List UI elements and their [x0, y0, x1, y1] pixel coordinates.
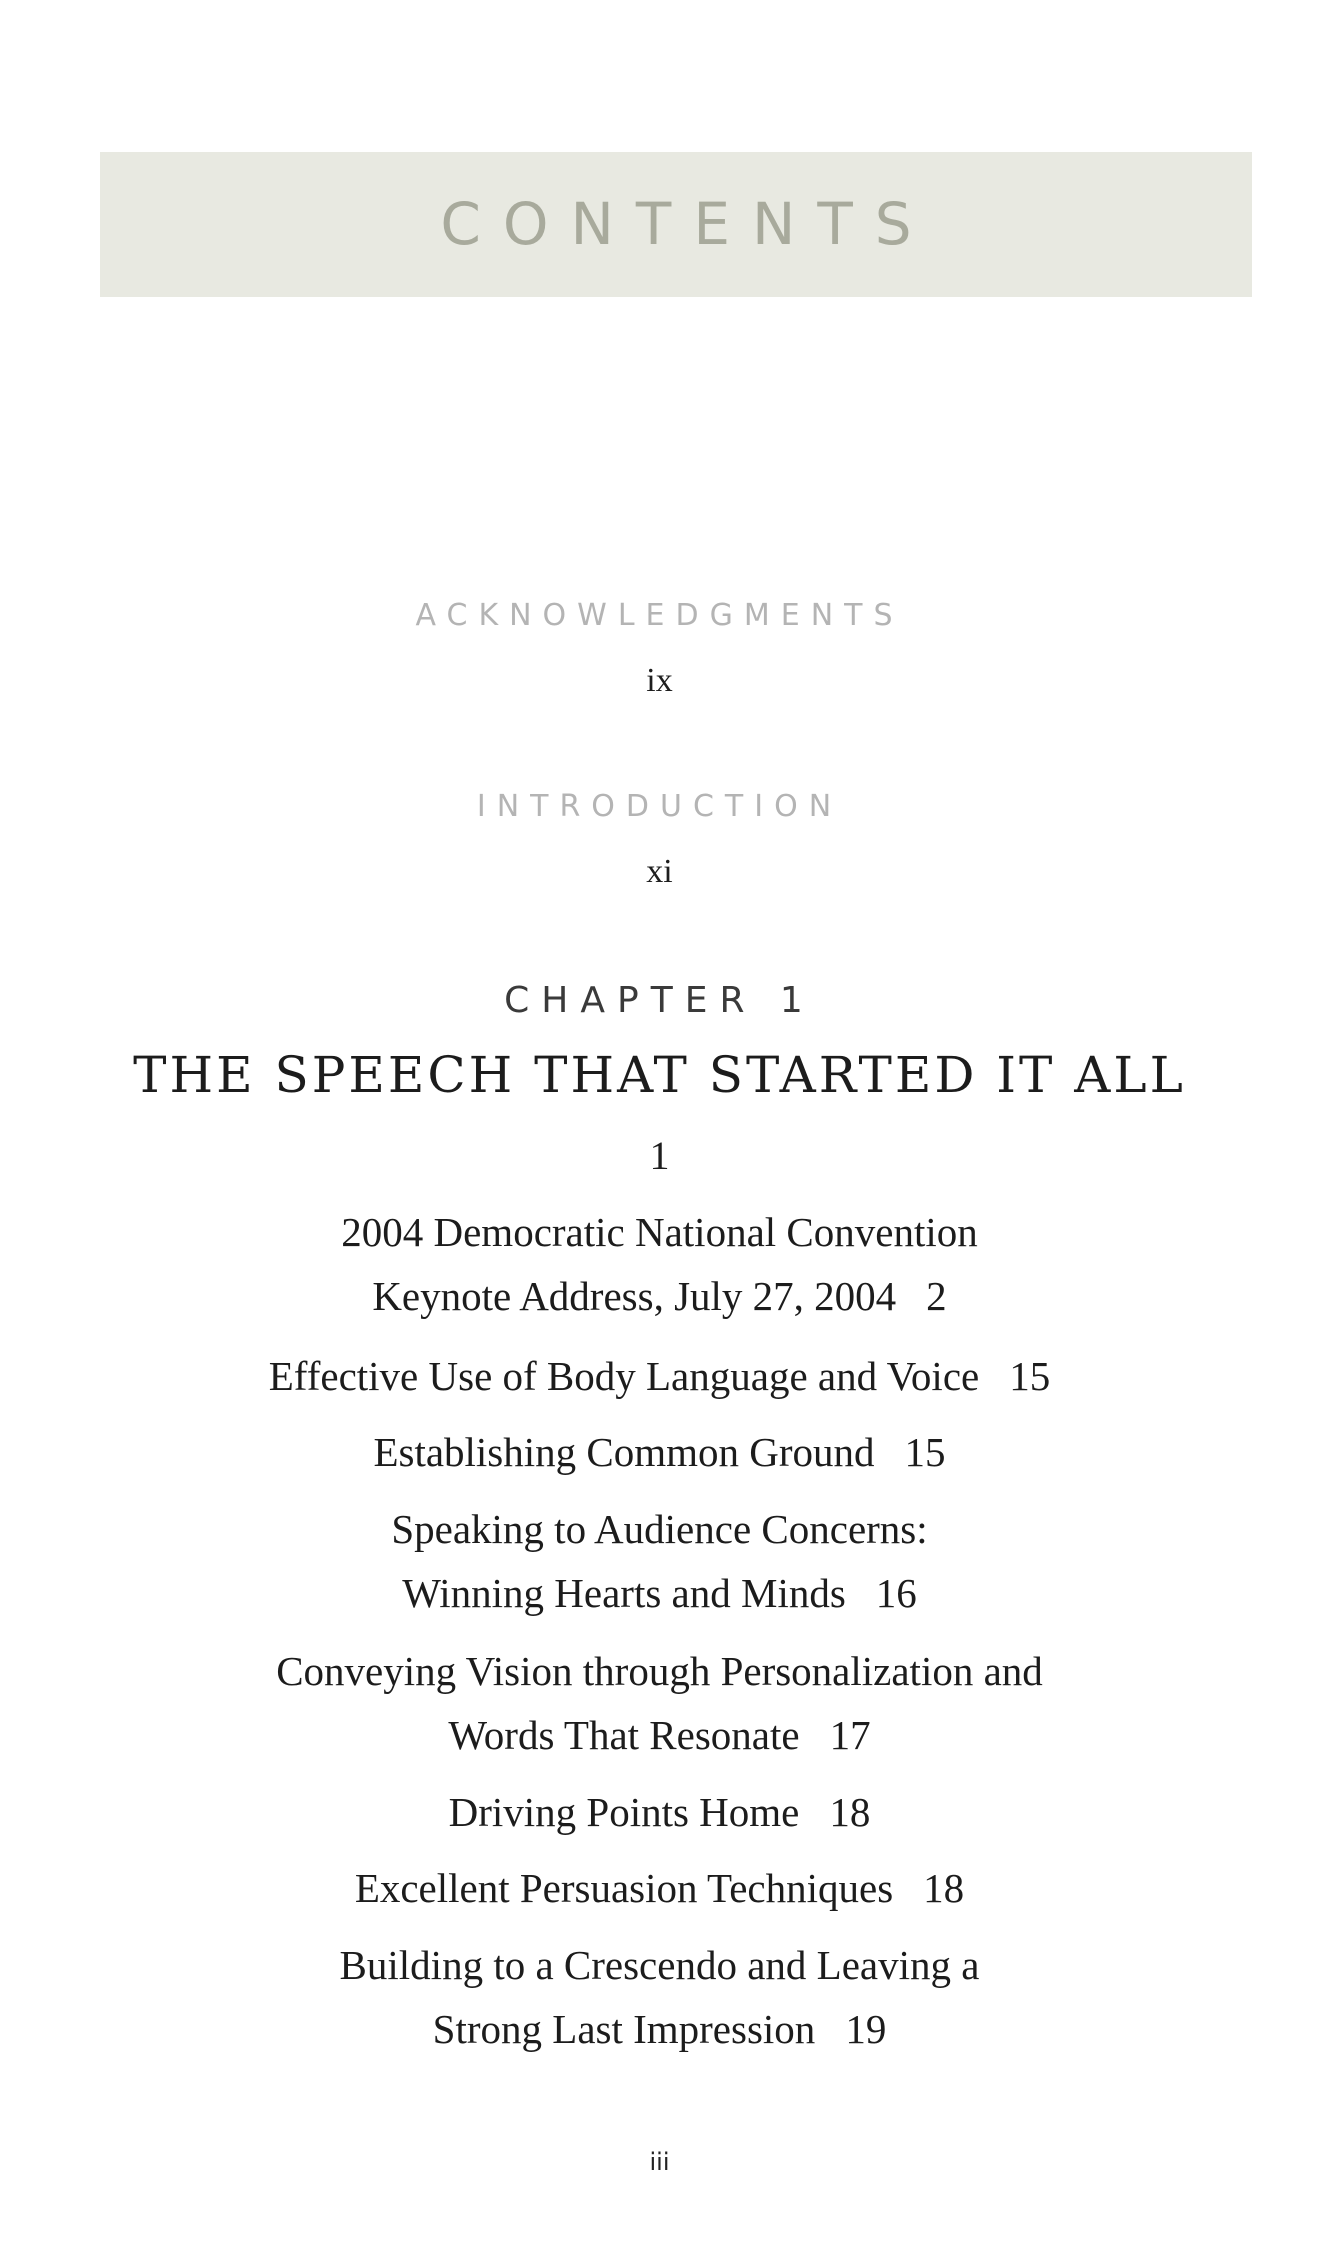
entry-page: 15 [904, 1429, 946, 1475]
toc-entry[interactable] [0, 1933, 1319, 2061]
chapter-page: 1 [649, 1133, 670, 1178]
entry-line: 2004 Democratic National Convention [341, 1209, 978, 1255]
entry-line-with-page [0, 1264, 1319, 1328]
entry-page: 16 [875, 1570, 917, 1616]
toc-entry[interactable] [0, 1497, 1319, 1625]
contents-title: CONTENTS [440, 190, 934, 258]
entry-page: 17 [829, 1712, 871, 1758]
footer-page-number: iii [649, 2148, 670, 2176]
entry-line-with-page [0, 1344, 1319, 1408]
entry-line: Strong Last Impression [432, 2006, 816, 2052]
entry-line-with-page [0, 1856, 1319, 1920]
chapter-page-block [0, 1132, 1319, 1179]
toc-entry[interactable] [0, 1200, 1319, 1328]
acknowledgments-page-ref [0, 662, 1319, 700]
entry-line: Conveying Vision through Personalization and [276, 1648, 1043, 1694]
entry-line: Excellent Persuasion Techniques [354, 1865, 894, 1911]
toc-entry[interactable] [0, 1856, 1319, 1920]
introduction-label: INTRODUCTION [476, 789, 843, 824]
toc-entry[interactable] [0, 1780, 1319, 1844]
entry-line-with-page [0, 1703, 1319, 1767]
toc-item-introduction[interactable] [0, 789, 1319, 824]
toc-entry[interactable] [0, 1420, 1319, 1484]
chapter-title: THE SPEECH THAT STARTED IT ALL [133, 1046, 1186, 1104]
entry-line-with-page [0, 1420, 1319, 1484]
acknowledgments-page: ix [646, 662, 673, 699]
entry-line: Driving Points Home [448, 1789, 800, 1835]
entry-line: Winning Hearts and Minds [402, 1570, 846, 1616]
entry-line: Effective Use of Body Language and Voice [268, 1353, 980, 1399]
toc-entry[interactable] [0, 1639, 1319, 1767]
acknowledgments-label: ACKNOWLEDGMENTS [415, 598, 904, 633]
introduction-page-ref [0, 853, 1319, 891]
toc-entry[interactable] [0, 1344, 1319, 1408]
chapter-heading[interactable] [0, 980, 1319, 1021]
entry-page: 18 [923, 1865, 965, 1911]
chapter-title-block [0, 1046, 1319, 1104]
entry-line-with-page [0, 1780, 1319, 1844]
toc-item-acknowledgments[interactable] [0, 598, 1319, 633]
entry-page: 2 [926, 1273, 947, 1319]
entry-line: Words That Resonate [448, 1712, 800, 1758]
entry-line-with-page [0, 1561, 1319, 1625]
entry-line: Building to a Crescendo and Leaving a [339, 1942, 980, 1988]
contents-header-band [100, 152, 1252, 297]
entry-line: Speaking to Audience Concerns: [391, 1506, 928, 1552]
entry-page: 19 [845, 2006, 887, 2052]
entry-page: 15 [1009, 1353, 1051, 1399]
entry-line-with-page [0, 1997, 1319, 2061]
entry-line: Keynote Address, July 27, 2004 [372, 1273, 897, 1319]
entry-line: Establishing Common Ground [373, 1429, 875, 1475]
chapter-label: CHAPTER 1 [504, 980, 815, 1021]
entry-page: 18 [829, 1789, 871, 1835]
introduction-page: xi [646, 853, 673, 890]
